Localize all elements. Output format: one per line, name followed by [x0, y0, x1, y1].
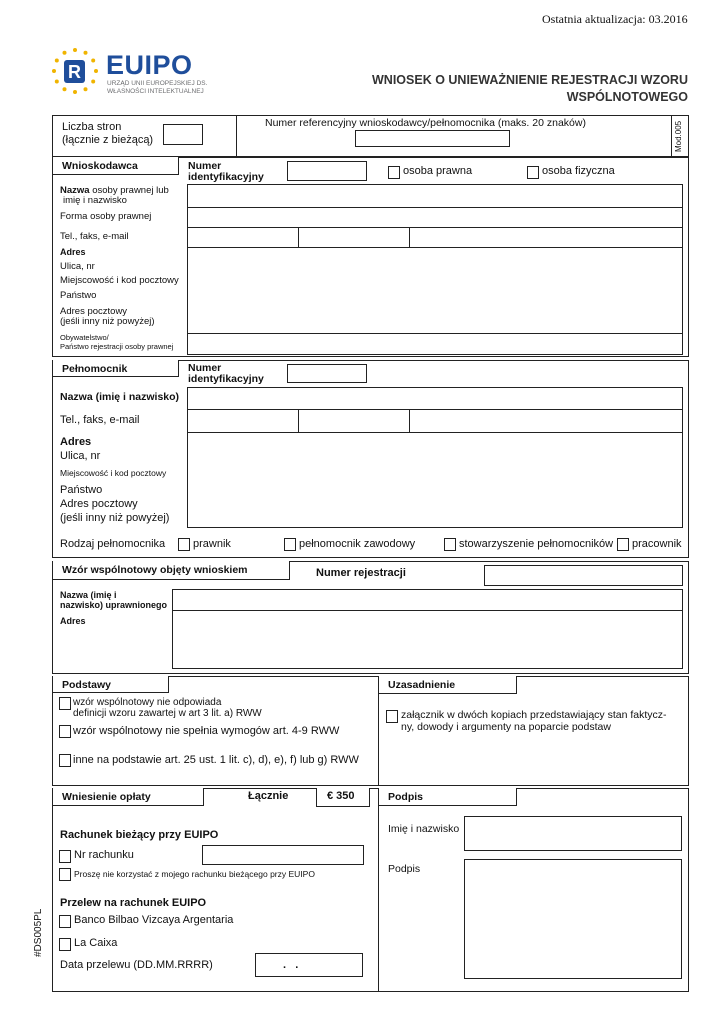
transfer-date-input[interactable]	[255, 953, 363, 977]
applicant-postal-label-1: Adres pocztowy	[60, 306, 128, 317]
applicant-name-label: Nazwa osoby prawnej lub	[60, 185, 169, 196]
fee-total-label: Łącznie	[248, 790, 289, 802]
applicant-fax-input[interactable]	[298, 227, 410, 248]
ground-3-label: inne na podstawie art. 25 ust. 1 lit. c), d), e), f) lub g) RWW	[73, 754, 359, 766]
association-label: stowarzyszenie pełnomocników	[459, 538, 614, 550]
justification-label-1: załącznik w dwóch kopiach przedstawiający stan faktycz-	[401, 709, 667, 721]
representative-address-input[interactable]	[187, 432, 683, 528]
natural-person-label: osoba fizyczna	[542, 165, 615, 177]
transfer-date-label: Data przelewu (DD.MM.RRRR)	[60, 959, 213, 971]
professional-rep-label: pełnomocnik zawodowy	[299, 538, 416, 550]
form-title-line2: WSPÓLNOTOWEGO	[566, 90, 688, 104]
ground-1-label-2: definicji wzoru zawartej w art 3 lit. a) RWW	[73, 708, 262, 719]
applicant-nationality-label-1: Obywatelstwo/	[60, 333, 109, 342]
bank2-checkbox[interactable]	[59, 938, 71, 951]
ground-2-checkbox[interactable]	[59, 725, 71, 738]
no-account-use-checkbox[interactable]	[59, 868, 71, 881]
mod-code: Mod.005	[674, 120, 683, 152]
applicant-tab: Wnioskodawca	[52, 157, 179, 175]
last-update-text: Ostatnia aktualizacja: 03.2016	[542, 12, 688, 26]
fee-total-value: € 350	[316, 788, 370, 807]
holder-name-label-2: nazwisko) uprawnionego	[60, 600, 168, 610]
representative-city-label: Miejscowość i kod pocztowy	[60, 468, 167, 478]
applicant-email-input[interactable]	[409, 227, 683, 248]
applicant-country-label: Państwo	[60, 290, 97, 301]
professional-rep-checkbox[interactable]	[284, 538, 296, 551]
association-checkbox[interactable]	[444, 538, 456, 551]
employee-checkbox[interactable]	[617, 538, 629, 551]
account-number-label: Nr rachunku	[74, 849, 134, 861]
applicant-nationality-input[interactable]	[187, 333, 683, 355]
representative-name-input[interactable]	[187, 387, 683, 410]
lawyer-checkbox[interactable]	[178, 538, 190, 551]
ground-1-label-1: wzór wspólnotowy nie odpowiada	[73, 697, 222, 708]
applicant-nationality-label-2: Państwo rejestracji osoby prawnej	[60, 342, 174, 351]
representative-phone-input[interactable]	[187, 409, 299, 433]
employee-label: pracownik	[632, 538, 682, 550]
pages-label-1: Liczba stron	[62, 121, 122, 133]
representative-id-label-1: Numer	[188, 362, 222, 374]
signature-tab: Podpis	[378, 788, 517, 806]
representative-postal-label-1: Adres pocztowy	[60, 498, 138, 510]
justification-label-2: ny, dowody i argumenty na poparcie podstaw	[401, 721, 611, 733]
reference-input[interactable]	[355, 130, 510, 147]
account-number-checkbox[interactable]	[59, 850, 71, 863]
representative-id-input[interactable]	[287, 364, 367, 383]
representative-id-label-2: identyfikacyjny	[188, 373, 264, 385]
representative-kind-label: Rodzaj pełnomocnika	[60, 538, 166, 550]
representative-street-label: Ulica, nr	[60, 450, 101, 462]
signature-input[interactable]	[464, 859, 682, 979]
date-separators: . .	[283, 959, 299, 971]
registration-number-label: Numer rejestracji	[316, 567, 406, 579]
representative-tab: Pełnomocnik	[52, 360, 179, 377]
logo-subtitle-1: URZĄD UNII EUROPEJSKIEJ DS.	[107, 80, 208, 87]
applicant-id-input[interactable]	[287, 161, 367, 181]
bank2-label: La Caixa	[74, 937, 118, 949]
ground-3-checkbox[interactable]	[59, 754, 71, 767]
fee-tab: Wniesienie opłaty	[52, 788, 204, 806]
euipo-logo	[50, 46, 230, 96]
applicant-city-label: Miejscowość i kod pocztowy	[60, 275, 179, 286]
bank1-checkbox[interactable]	[59, 915, 71, 928]
form-title-line1: WNIOSEK O UNIEWAŻNIENIE REJESTRACJI WZORU	[372, 73, 688, 87]
logo-wordmark: EUIPO	[106, 50, 193, 80]
justification-tab: Uzasadnienie	[378, 676, 517, 694]
lawyer-label: prawnik	[193, 538, 231, 550]
grounds-tab: Podstawy	[52, 676, 169, 693]
registration-number-input[interactable]	[484, 565, 683, 586]
svg-text:R: R	[68, 62, 81, 82]
account-number-input[interactable]	[202, 845, 364, 865]
representative-country-label: Państwo	[60, 484, 103, 496]
pages-label-2: (łącznie z bieżącą)	[62, 134, 154, 146]
form-code: #DS005PL	[33, 908, 44, 957]
logo-subtitle-2: WŁASNOŚCI INTELEKTUALNEJ	[107, 88, 204, 95]
applicant-name-input[interactable]	[187, 184, 683, 208]
applicant-id-label-1: Numer	[188, 160, 222, 172]
applicant-legal-form-label: Forma osoby prawnej	[60, 211, 152, 222]
no-account-use-label: Proszę nie korzystać z mojego rachunku bieżącego przy EUIPO	[74, 869, 315, 879]
representative-postal-label-2: (jeśli inny niż powyżej)	[60, 512, 170, 524]
holder-address-input[interactable]	[172, 610, 683, 669]
eu-stars-icon	[50, 46, 100, 96]
representative-name-label: Nazwa (imię i nazwisko)	[60, 391, 180, 403]
representative-fax-input[interactable]	[298, 409, 410, 433]
bank-transfer-heading: Przelew na rachunek EUIPO	[60, 897, 207, 909]
signatory-name-input[interactable]	[464, 816, 682, 851]
holder-name-input[interactable]	[172, 589, 683, 611]
bank1-label: Banco Bilbao Vizcaya Argentaria	[74, 914, 234, 926]
design-tab: Wzór wspólnotowy objęty wnioskiem	[52, 561, 290, 580]
ground-1-checkbox[interactable]	[59, 697, 71, 710]
legal-person-label: osoba prawna	[403, 165, 473, 177]
applicant-contact-label: Tel., faks, e-mail	[60, 231, 129, 242]
page-count-input[interactable]	[163, 124, 203, 145]
applicant-postal-label-2: (jeśli inny niż powyżej)	[60, 316, 155, 327]
applicant-street-label: Ulica, nr	[60, 261, 95, 272]
holder-name-label-1: Nazwa (imię i	[60, 590, 117, 600]
representative-contact-label: Tel., faks, e-mail	[60, 414, 140, 426]
legal-person-checkbox[interactable]	[388, 166, 400, 179]
representative-email-input[interactable]	[409, 409, 683, 433]
applicant-id-label-2: identyfikacyjny	[188, 171, 264, 183]
applicant-address-label: Adres	[60, 247, 86, 257]
signature-label: Podpis	[388, 863, 421, 875]
ground-2-label: wzór wspólnotowy nie spełnia wymogów art. 4-9 RWW	[73, 725, 340, 737]
applicant-address-input[interactable]	[187, 247, 683, 334]
applicant-phone-input[interactable]	[187, 227, 299, 248]
reference-label: Numer referencyjny wnioskodawcy/pełnomocnika (maks. 20 znaków)	[265, 117, 586, 129]
signatory-name-label: Imię i nazwisko	[388, 823, 460, 835]
holder-address-label: Adres	[60, 616, 86, 626]
current-account-heading: Rachunek bieżący przy EUIPO	[60, 829, 219, 841]
representative-address-label: Adres	[60, 436, 92, 448]
natural-person-checkbox[interactable]	[527, 166, 539, 179]
justification-checkbox[interactable]	[386, 710, 398, 723]
applicant-name-label-2: imię i nazwisko	[63, 195, 127, 206]
applicant-legal-form-input[interactable]	[187, 207, 683, 228]
